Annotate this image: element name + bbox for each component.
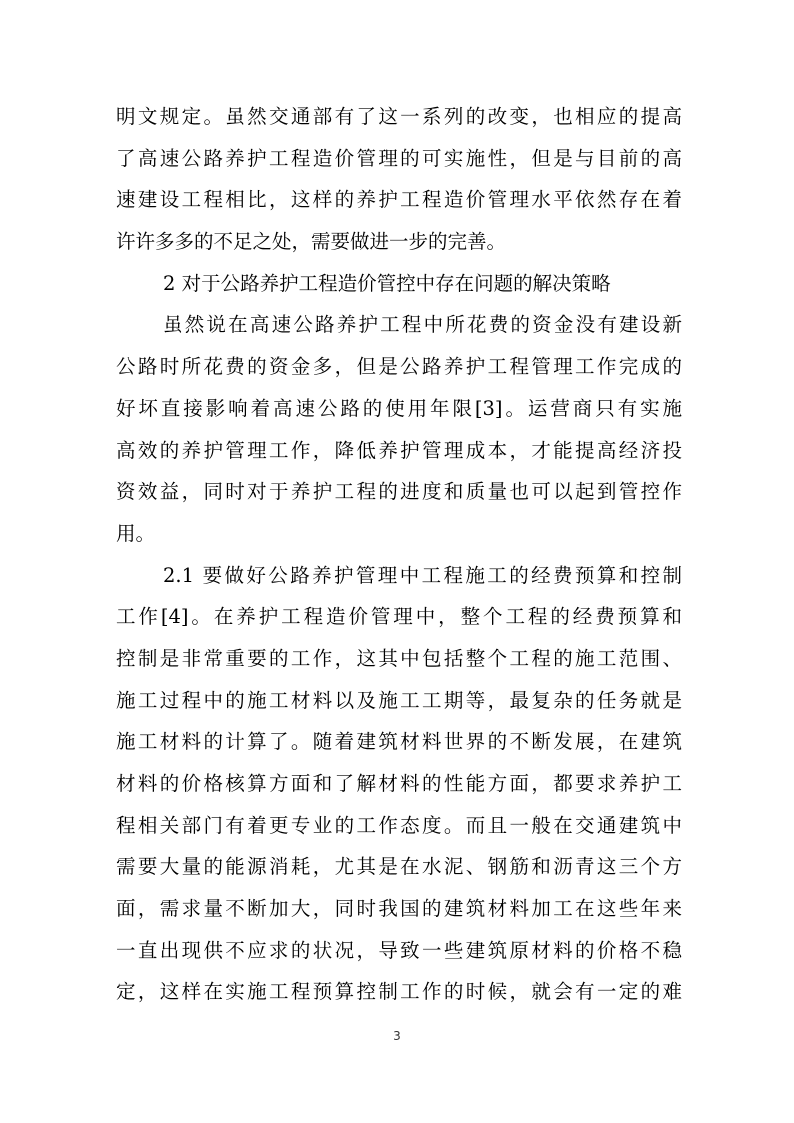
text-line: 控制是非常重要的工作，这其中包括整个工程的施工范围、 — [116, 646, 682, 670]
text-line: 施工材料的计算了。随着建筑材料世界的不断发展，在建筑 — [116, 730, 682, 754]
text-line: 速建设工程相比，这样的养护工程造价管理水平依然存在着 — [116, 188, 682, 212]
text-line: 施工过程中的施工材料以及施工工期等，最复杂的任务就是 — [116, 688, 682, 712]
text-line: 一直出现供不应求的状况，导致一些建筑原材料的价格不稳 — [116, 938, 682, 962]
section-heading: 2 对于公路养护工程造价管控中存在问题的解决策略 — [163, 271, 611, 295]
text-line: 明文规定。虽然交通部有了这一系列的改变，也相应的提高 — [116, 105, 682, 128]
body-text — [116, 96, 682, 1013]
text-line: 了高速公路养护工程造价管理的可实施性，但是与目前的高 — [116, 146, 682, 170]
text-line: 公路时所花费的资金多，但是公路养护工程管理工作完成的 — [116, 355, 682, 379]
text-line: 许许多多的不足之处，需要做进一步的完善。 — [116, 230, 507, 254]
text-line: 需要大量的能源消耗，尤其是在水泥、钢筋和沥青这三个方 — [116, 855, 682, 879]
page-number: 3 — [393, 1029, 401, 1043]
text-line: 定，这样在实施工程预算控制工作的时候，就会有一定的难 — [116, 980, 682, 1004]
text-line: 用。 — [116, 521, 156, 545]
text-line: 资效益，同时对于养护工程的进度和质量也可以起到管控作 — [116, 480, 682, 504]
subsection-heading: 2.1 要做好公路养护管理中工程施工的经费预算和控制 — [163, 563, 682, 587]
text-line: 材料的价格核算方面和了解材料的性能方面，都要求养护工 — [116, 772, 682, 795]
text-line: 程相关部门有着更专业的工作态度。而且一般在交通建筑中 — [116, 813, 682, 837]
text-line: 好坏直接影响着高速公路的使用年限[3]。运营商只有实施 — [116, 396, 682, 420]
text-line: 高效的养护管理工作，降低养护管理成本，才能提高经济投 — [116, 438, 682, 462]
text-line: 面，需求量不断加大，同时我国的建筑材料加工在这些年来 — [116, 897, 682, 921]
text-line: 虽然说在高速公路养护工程中所花费的资金没有建设新 — [163, 313, 682, 337]
text-line: 工作[4]。在养护工程造价管理中，整个工程的经费预算和 — [116, 605, 682, 629]
